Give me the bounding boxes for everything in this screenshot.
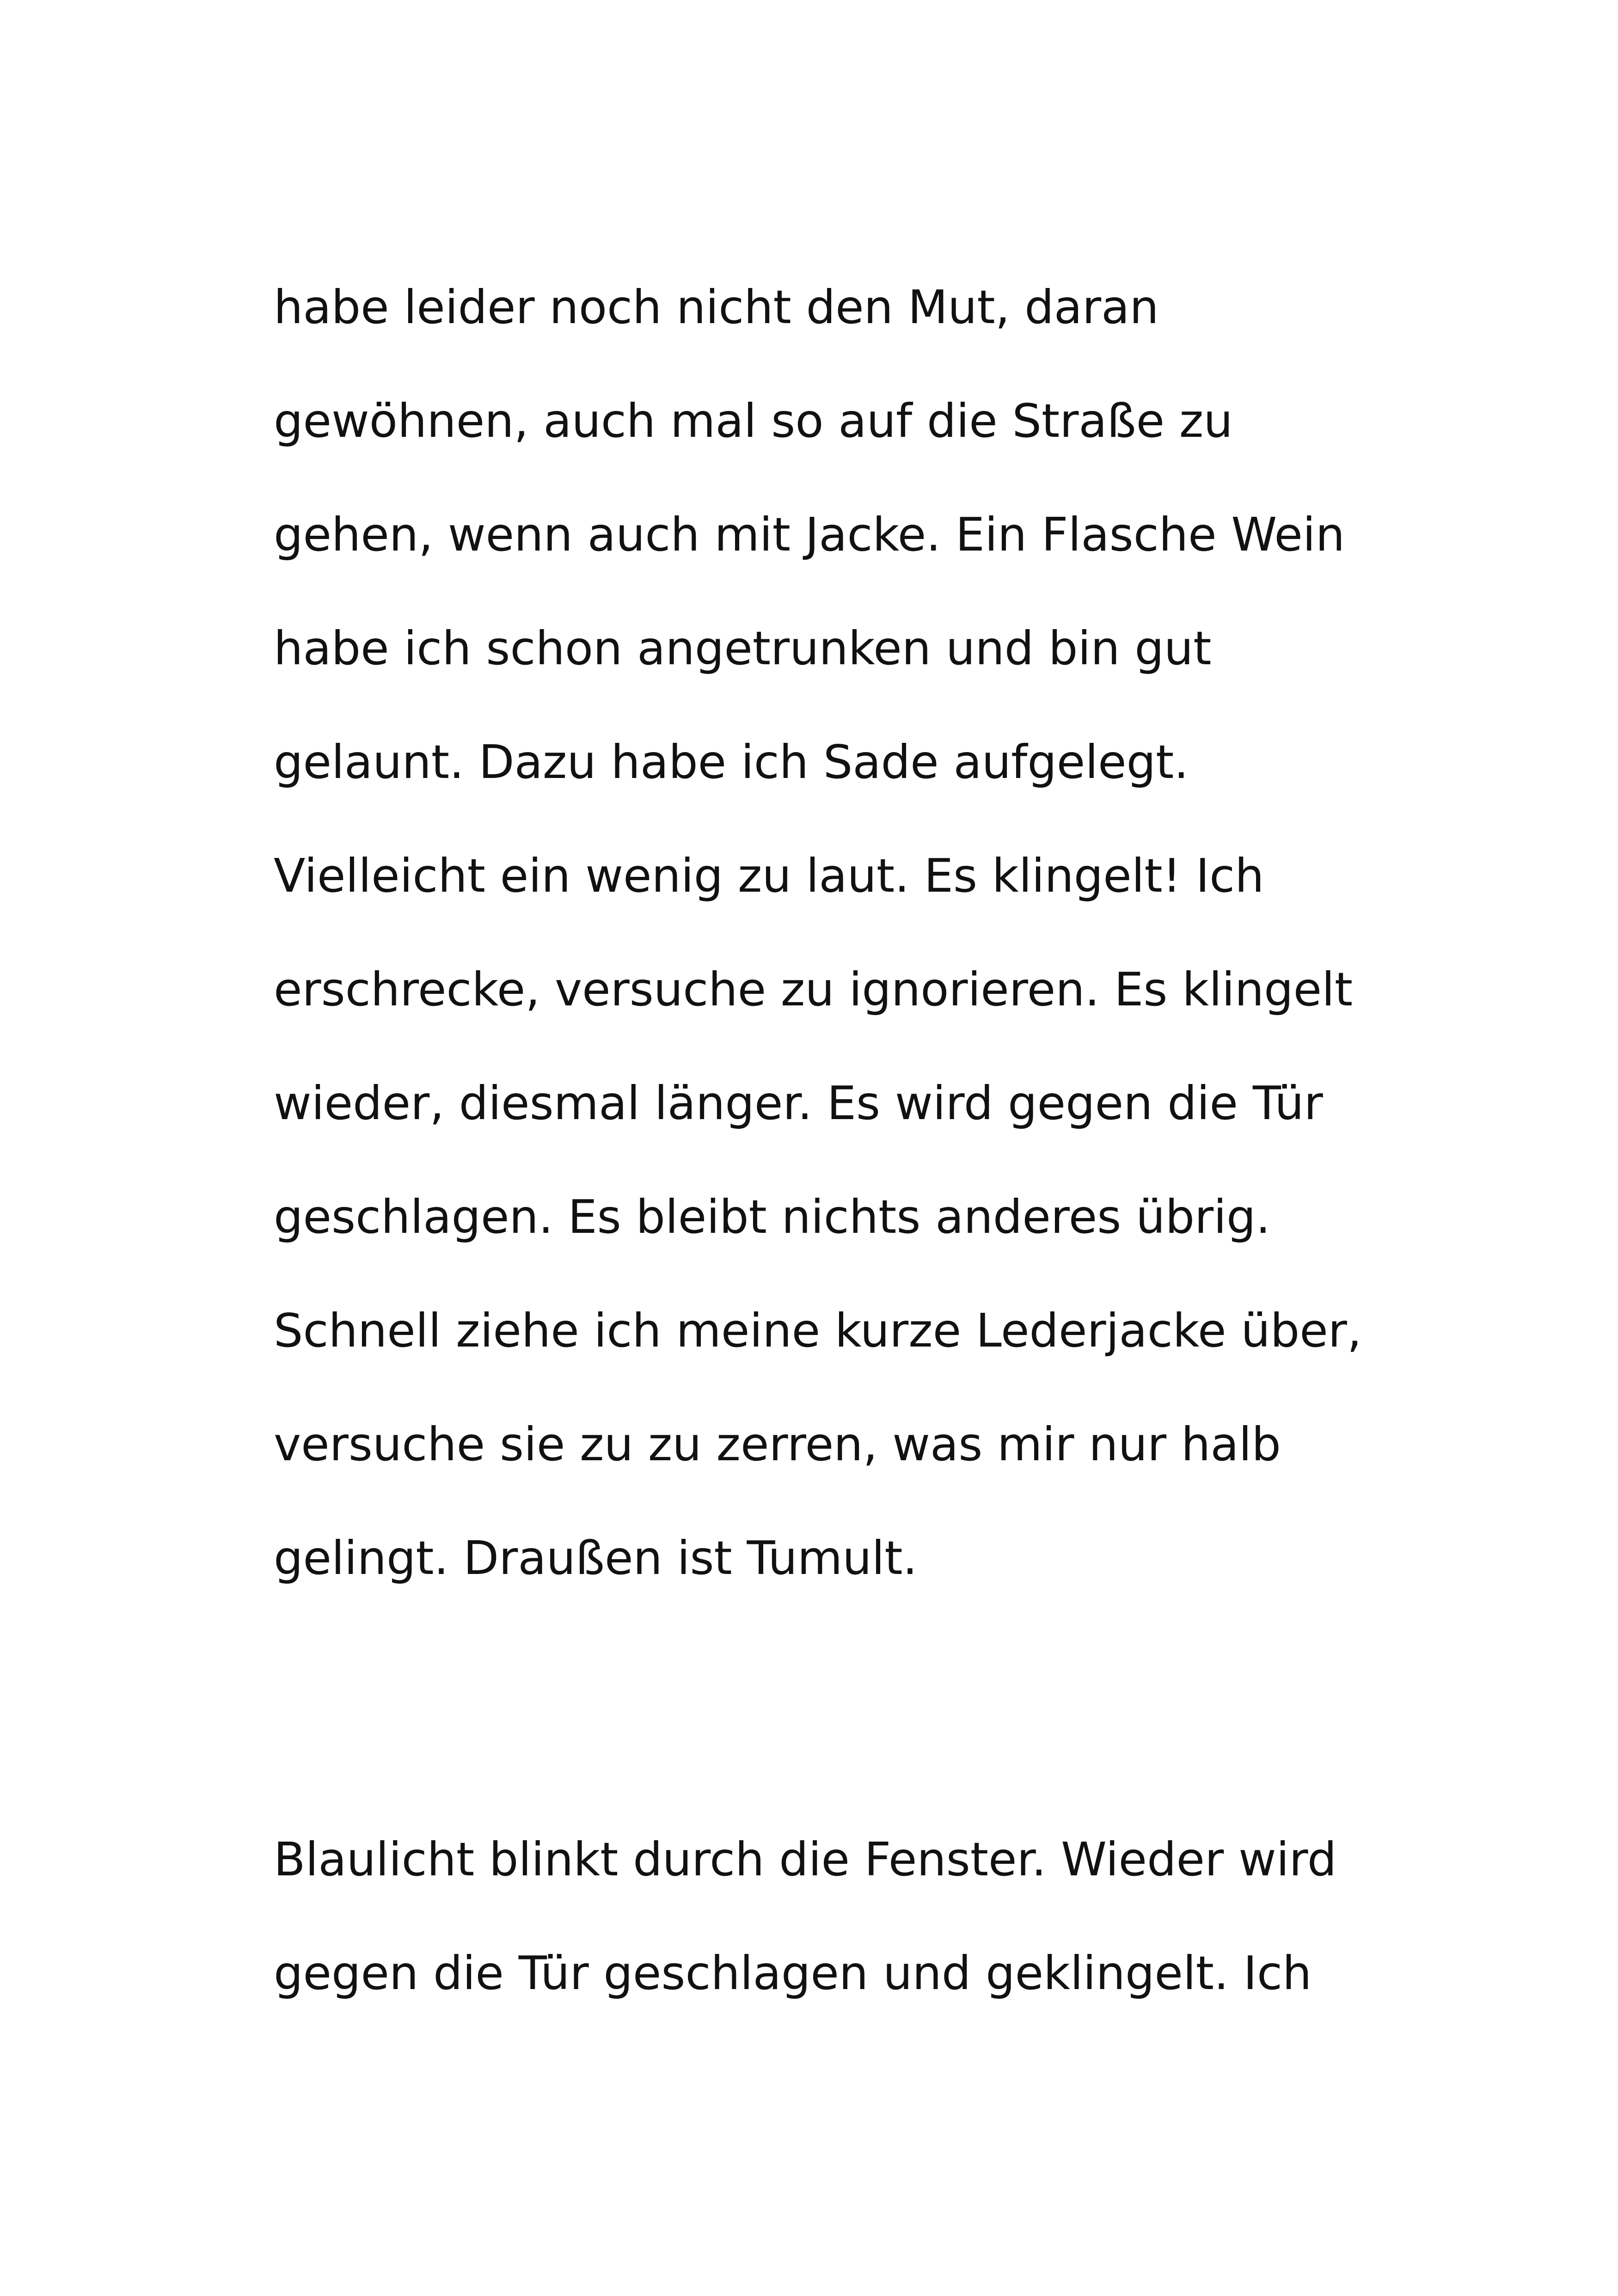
paragraph xyxy=(274,1803,1383,2030)
text-line: erschrecke, versuche zu ignorieren. Es klingelt xyxy=(274,962,1353,1016)
text-line: Blaulicht blinkt durch die Fenster. Wieder wird xyxy=(274,1832,1337,1886)
text-line: gelaunt. Dazu habe ich Sade aufgelegt. xyxy=(274,735,1189,789)
text-line: gegen die Tür geschlagen und geklingelt. Ich xyxy=(274,1946,1312,2000)
text-line: habe leider noch nicht den Mut, daran xyxy=(274,280,1159,334)
text-line: Schnell ziehe ich meine kurze Lederjacke über, xyxy=(274,1304,1362,1358)
text-line: versuche sie zu zu zerren, was mir nur halb xyxy=(274,1417,1281,1471)
paragraph xyxy=(274,251,1383,1615)
text-line: wieder, diesmal länger. Es wird gegen die Tür xyxy=(274,1076,1323,1130)
text-line: Vielleicht ein wenig zu laut. Es klingelt! Ich xyxy=(274,849,1264,903)
text-line: gehen, wenn auch mit Jacke. Ein Flasche Wein xyxy=(274,508,1345,562)
text-line: habe ich schon angetrunken und bin gut xyxy=(274,621,1212,675)
text-line: gewöhnen, auch mal so auf die Straße zu xyxy=(274,394,1233,448)
text-line: gelingt. Draußen ist Tumult. xyxy=(274,1531,918,1585)
text-line: geschlagen. Es bleibt nichts anderes übrig. xyxy=(274,1190,1271,1244)
